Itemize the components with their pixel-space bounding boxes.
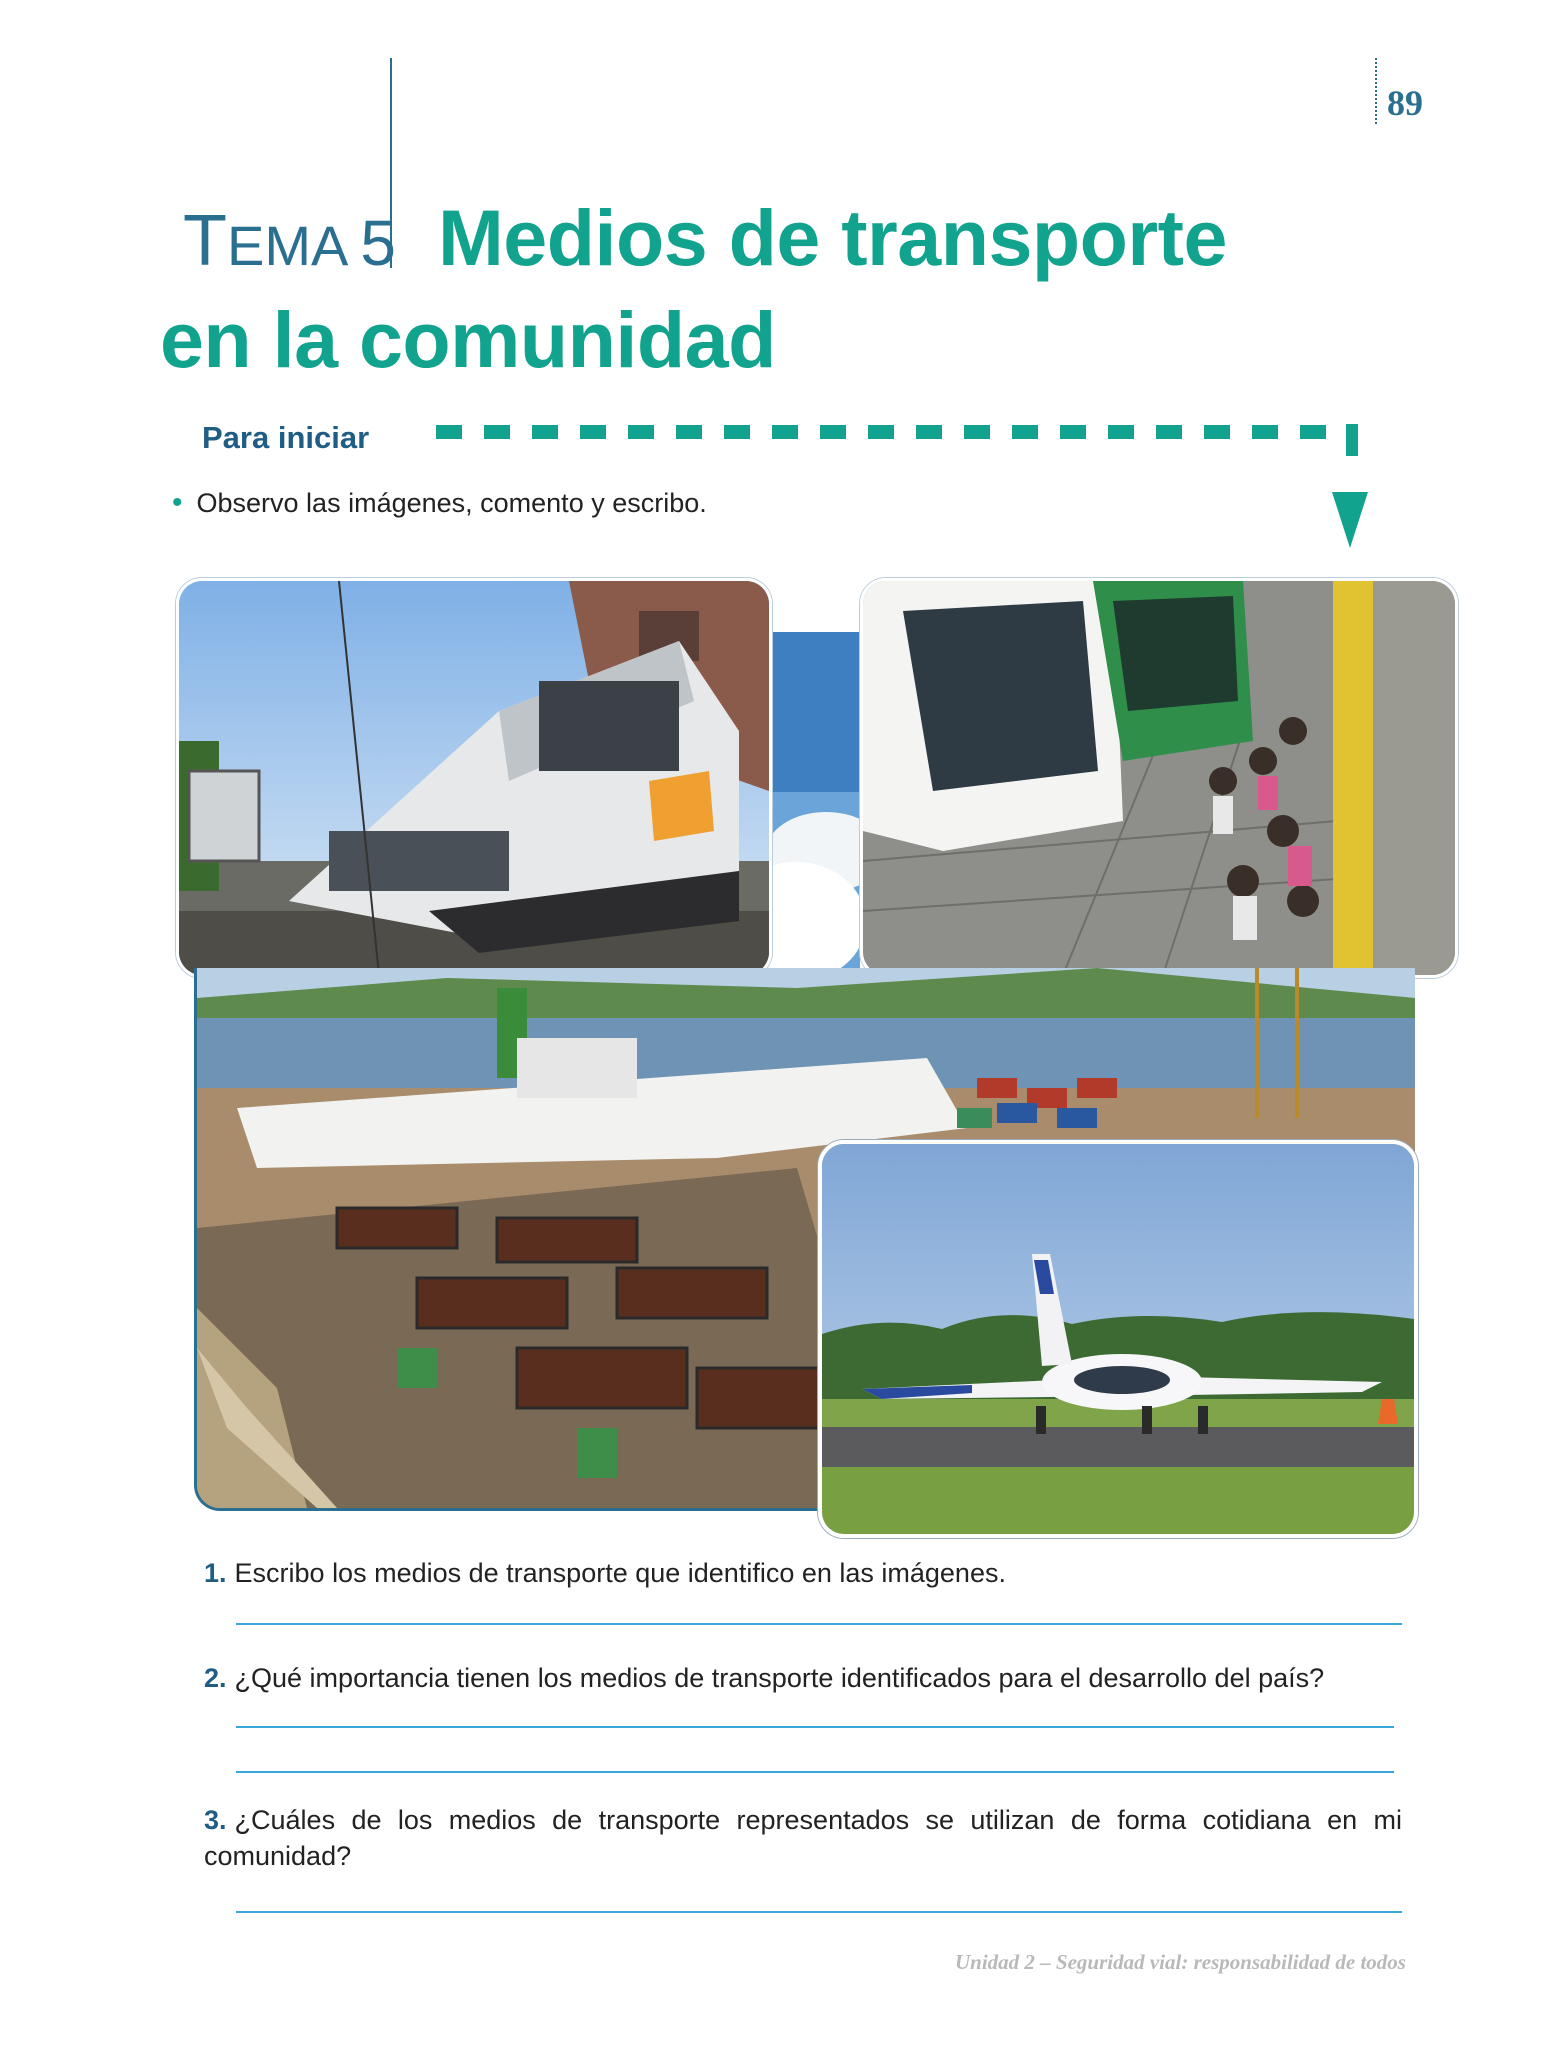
question-text: ¿Cuáles de los medios de transporte representados se utilizan de forma cotidiana en mi comunidad? (204, 1805, 1402, 1872)
question-3 (204, 1802, 1402, 1875)
bullet-icon: • (172, 486, 183, 519)
tema-initial: T (183, 201, 227, 281)
instruction-text: Observo las imágenes, comento y escribo. (196, 488, 707, 518)
tema-number: 5 (360, 207, 396, 279)
section-label: Para iniciar (202, 420, 370, 455)
answer-line-2b[interactable] (236, 1771, 1394, 1773)
question-text: ¿Qué importancia tienen los medios de transporte identificados para el desarrollo del país? (234, 1663, 1325, 1693)
tema-rest: EMA (226, 214, 349, 277)
sky-strip-image (766, 632, 860, 972)
answer-line-1[interactable] (236, 1623, 1402, 1625)
instruction (172, 486, 707, 520)
page-title-line2: en la comunidad (160, 295, 776, 384)
page-footer: Unidad 2 – Seguridad vial: responsabilidad de todos (955, 1950, 1406, 1974)
train-photo (176, 578, 772, 978)
answer-line-2a[interactable] (236, 1726, 1394, 1728)
arrow-down-icon (1320, 424, 1380, 554)
tema-label (183, 201, 396, 281)
answer-line-3[interactable] (236, 1911, 1402, 1913)
question-number: 2. (204, 1663, 227, 1693)
page-number-rule (1375, 58, 1377, 124)
page-title-line1: Medios de transporte (438, 193, 1227, 282)
question-text: Escribo los medios de transporte que identifico en las imágenes. (234, 1558, 1006, 1588)
question-2 (204, 1660, 1324, 1696)
question-1 (204, 1555, 1006, 1591)
airplane-photo (818, 1140, 1418, 1538)
question-number: 1. (204, 1558, 227, 1588)
question-number: 3. (204, 1805, 227, 1835)
dashed-guide-line (432, 424, 1348, 440)
page-number: 89 (1387, 83, 1423, 123)
buses-photo (860, 578, 1458, 978)
